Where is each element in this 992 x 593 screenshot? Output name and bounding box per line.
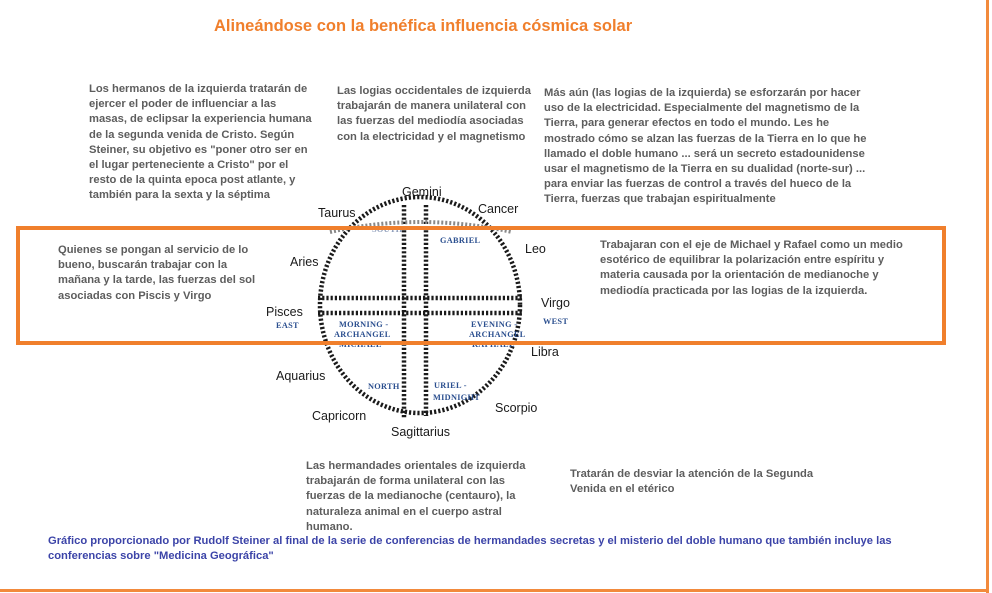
sign-capricorn: Capricorn <box>312 409 367 423</box>
direction-east: EAST <box>276 321 299 330</box>
label-evening-2: ARCHANGEL <box>469 330 526 339</box>
sign-aries: Aries <box>290 255 319 269</box>
label-evening-3: RAPHAEL <box>472 340 515 349</box>
sign-gemini: Gemini <box>402 185 442 199</box>
figure-caption: Gráfico proporcionado por Rudolf Steiner al final de la serie de conferencias de hermandades secretas y el misterio del doble humano que también incluye las conferencias sobre "Medicina Geográfica" <box>48 535 892 562</box>
note-top-middle: Las logias occidentales de izquierda trabajarán de manera unilateral con las fuerzas del mediodía asociadas con la electricidad y el magnetismo <box>337 85 531 143</box>
note-middle-left: Quienes se pongan al servicio de lo bueno, buscarán trabajar con la mañana y la tarde, las fuerzas del sol asociadas con Piscis y Virgo <box>58 244 256 302</box>
label-morning-2: ARCHANGEL <box>334 330 391 339</box>
direction-west: WEST <box>543 317 569 326</box>
label-morning-3: MICHAEL <box>339 340 382 349</box>
note-top-right: Más aún (las logias de la izquierda) se esforzarán por hacer uso de la electricidad. Especialmente del magnetismo de la Tierra, para generar efectos en todo el mundo. Les he mostrado cómo se alzan las fuerzas de la Tierra en lo que he llamado el doble humano ... será un secreto estadounidense usar el magnetismo de la Tierra en su dualidad (norte-sur) ... para enviar las fuerzas de control a través del hueco de la Tierra, fuerzas que trabajan espiritualmente <box>544 87 867 206</box>
note-middle-right: Trabajaran con el eje de Michael y Rafael como un medio esotérico de equilibrar la polarización entre espíritu y materia causada por la orientación de medianoche y mediodía practicada por las logias de la izquierda. <box>600 239 903 297</box>
note-bottom-right: Tratarán de desviar la atención de la Segunda Venida en el etérico <box>570 468 814 496</box>
label-gabriel: GABRIEL <box>440 236 481 245</box>
sign-scorpio: Scorpio <box>495 401 538 415</box>
sign-pisces: Pisces <box>266 305 303 319</box>
note-bottom-middle: Las hermandades orientales de izquierda trabajarán de forma unilateral con las fuerzas de la medianoche (centauro), la naturaleza animal en el cuerpo astral humano. <box>306 460 526 533</box>
sign-virgo: Virgo <box>541 296 570 310</box>
direction-north: NORTH <box>368 382 400 391</box>
sign-taurus: Taurus <box>318 206 356 220</box>
page-title: Alineándose con la benéfica influencia cósmica solar <box>214 17 633 35</box>
sign-cancer: Cancer <box>478 202 519 216</box>
label-evening-1: EVENING - <box>471 320 518 329</box>
note-top-left: Los hermanos de la izquierda tratarán de ejercer el poder de influenciar a las masas, de eclipsar la experiencia humana de la segunda venida de Cristo. Según Steiner, su objetivo es "poner otro ser en el lugar perteneciente a Cristo" por el resto de la quinta epoca post atlante, y también para la sexta y la séptima <box>89 83 312 202</box>
sign-sagittarius: Sagittarius <box>391 425 451 439</box>
axis-faint-arc <box>330 222 512 232</box>
label-uriel-2: MIDNIGHT <box>433 393 481 402</box>
direction-south: SOUTH <box>372 225 403 234</box>
sign-libra: Libra <box>531 345 559 359</box>
sign-aquarius: Aquarius <box>276 369 326 383</box>
label-morning-1: MORNING - <box>339 320 389 329</box>
label-uriel-1: URIEL - <box>434 381 467 390</box>
sign-leo: Leo <box>525 242 546 256</box>
